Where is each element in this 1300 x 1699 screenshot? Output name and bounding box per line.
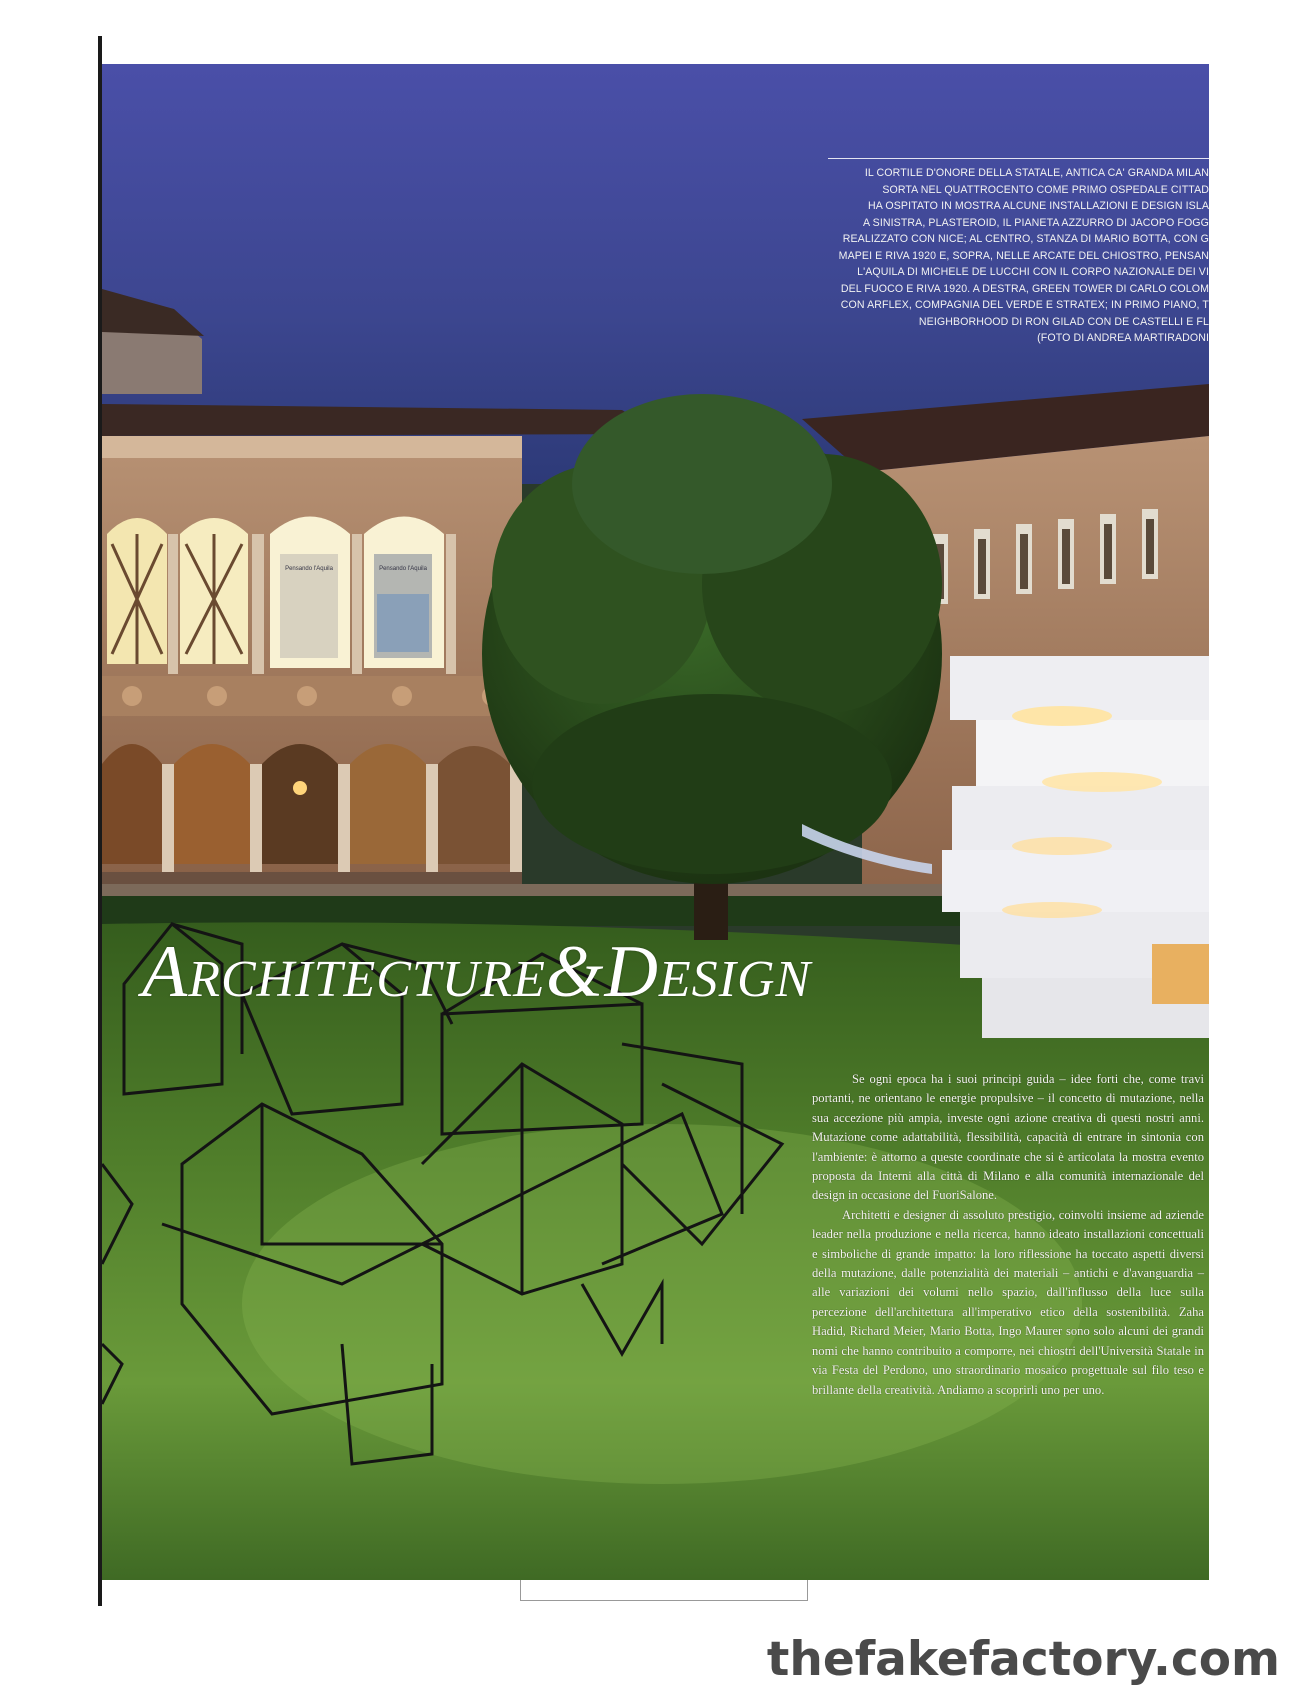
upper-arcade xyxy=(107,517,444,669)
article-paragraph: Se ogni epoca ha i suoi principi guida – idee forti che, come travi portanti, ne orientano le energie propulsive – il concetto di mutazione, nella sua accezione più ampia, investe ogni azione creativa di questi nostri anni. Mutazione come adattabilità, flessibilità, capacità di entrare in sintonia con l'ambiente: è attorno a queste coordinate che si è articolata la mostra evento proposta da Interni alla città di Milano e alla comunità internazionale del design in occasione del FuoriSalone. xyxy=(812,1072,1204,1203)
caption-line: NEIGHBORHOOD DI RON GILAD CON DE CASTELLI E FL xyxy=(918,315,1209,328)
caption-line: REALIZZATO CON NICE; AL CENTRO, STANZA DI MARIO BOTTA, CON G xyxy=(842,233,1209,245)
caption-line: SORTA NEL QUATTROCENTO COME PRIMO OSPEDALE CITTAD xyxy=(882,183,1209,196)
caption-line: DEL FUOCO E RIVA 1920. A DESTRA, GREEN TOWER DI CARLO COLOM xyxy=(840,282,1209,295)
caption-line: CON ARFLEX, COMPAGNIA DEL VERDE E STRATEX; IN PRIMO PIANO, T xyxy=(840,299,1209,311)
caption-line: HA OSPITATO IN MOSTRA ALCUNE INSTALLAZIONI E DESIGN ISLA xyxy=(868,200,1209,212)
page-bottom-tab xyxy=(520,1580,808,1601)
article-paragraph: Architetti e designer di assoluto prestigio, coinvolti insieme ad aziende leader nella produzione e nella ricerca, hanno ideato installazioni concettuali e simboliche di grande impatto: la loro riflessione ha toccato aspetti diversi della mutazione, dalle potenzialità dei materiali – antichi e d'avanguardia – alle variazioni dei volumi nello spazio, dall'influsso della luce sulla percezione dell'architettura all'imperativo etico della sostenibilità. Zaha Hadid, Richard Meier, Mario Botta, Ingo Maurer sono solo alcuni dei grandi nomi che hanno contribuito a comporre, nei chiostri dell'Università Statale in via Festa del Perdono, uno straordinario mosaico progettuale sul filo teso e brillante della creatività. Andiamo a scoprirli uno per uno. xyxy=(812,1207,1204,1397)
caption-line: A SINISTRA, PLASTEROID, IL PIANETA AZZURRO DI JACOPO FOGG xyxy=(863,216,1209,229)
article-body xyxy=(812,1070,1204,1400)
photo-caption xyxy=(828,158,1209,347)
caption-line: (FOTO DI ANDREA MARTIRADONI xyxy=(1037,332,1209,344)
caption-line: L'AQUILA DI MICHELE DE LUCCHI CON IL CORPO NAZIONALE DEI VI xyxy=(857,266,1209,278)
caption-line: MAPEI E RIVA 1920 E, SOPRA, NELLE ARCATE DEL CHIOSTRO, PENSAN xyxy=(838,249,1209,262)
banner-right-text: Pensando l'Aquila xyxy=(379,566,427,572)
caption-line: IL CORTILE D'ONORE DELLA STATALE, ANTICA CA' GRANDA MILAN xyxy=(864,167,1209,179)
page-title: Architecture&Design xyxy=(142,931,812,1013)
banner-left-text: Pensando l'Aquila xyxy=(285,566,333,572)
watermark: thefakefactory.com xyxy=(766,1632,1280,1687)
